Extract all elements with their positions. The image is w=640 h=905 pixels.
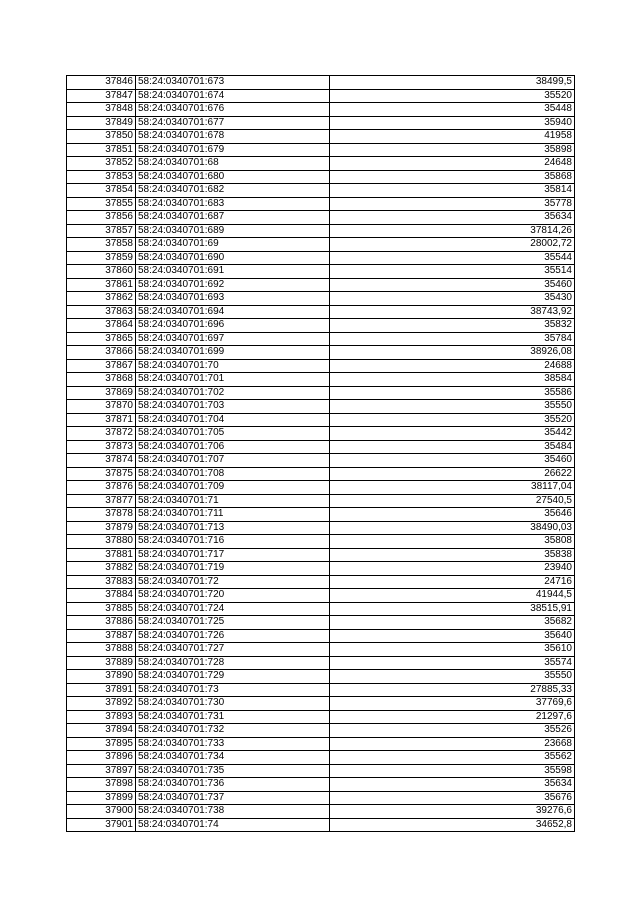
row-number-cell: 37887: [67, 629, 136, 643]
row-number-cell: 37864: [67, 319, 136, 333]
cadastral-number-cell: 58:24:0340701:690: [136, 251, 330, 265]
row-number-cell: 37880: [67, 535, 136, 549]
value-cell: 23668: [330, 737, 575, 751]
value-cell: 38584: [330, 373, 575, 387]
value-cell: 35586: [330, 386, 575, 400]
cadastral-number-cell: 58:24:0340701:727: [136, 643, 330, 657]
value-cell: 41944,5: [330, 589, 575, 603]
cadastral-number-cell: 58:24:0340701:707: [136, 454, 330, 468]
value-cell: 35898: [330, 143, 575, 157]
row-number-cell: 37890: [67, 670, 136, 684]
value-cell: 35442: [330, 427, 575, 441]
value-cell: 27540,5: [330, 494, 575, 508]
value-cell: 35610: [330, 643, 575, 657]
value-cell: 35682: [330, 616, 575, 630]
cadastral-number-cell: 58:24:0340701:736: [136, 778, 330, 792]
row-number-cell: 37867: [67, 359, 136, 373]
value-cell: 35646: [330, 508, 575, 522]
table-row: [67, 211, 575, 225]
table-row: [67, 791, 575, 805]
value-cell: 35634: [330, 778, 575, 792]
row-number-cell: 37857: [67, 224, 136, 238]
cadastral-number-cell: 58:24:0340701:673: [136, 76, 330, 90]
row-number-cell: 37855: [67, 197, 136, 211]
table-row: [67, 494, 575, 508]
table-row: [67, 224, 575, 238]
table-row: [67, 400, 575, 414]
cadastral-number-cell: 58:24:0340701:735: [136, 764, 330, 778]
table-row: [67, 251, 575, 265]
value-cell: 35514: [330, 265, 575, 279]
value-cell: 38926,08: [330, 346, 575, 360]
cadastral-number-cell: 58:24:0340701:689: [136, 224, 330, 238]
value-cell: 41958: [330, 130, 575, 144]
cadastral-number-cell: 58:24:0340701:679: [136, 143, 330, 157]
cadastral-number-cell: 58:24:0340701:70: [136, 359, 330, 373]
value-cell: 28002,72: [330, 238, 575, 252]
table-row: [67, 697, 575, 711]
cadastral-number-cell: 58:24:0340701:694: [136, 305, 330, 319]
cadastral-number-cell: 58:24:0340701:687: [136, 211, 330, 225]
value-cell: 38117,04: [330, 481, 575, 495]
value-cell: 35460: [330, 278, 575, 292]
cadastral-number-cell: 58:24:0340701:682: [136, 184, 330, 198]
value-cell: 35808: [330, 535, 575, 549]
value-cell: 34652,8: [330, 818, 575, 832]
cadastral-number-cell: 58:24:0340701:732: [136, 724, 330, 738]
cadastral-number-cell: 58:24:0340701:716: [136, 535, 330, 549]
cadastral-number-cell: 58:24:0340701:738: [136, 805, 330, 819]
value-cell: 38490,03: [330, 521, 575, 535]
row-number-cell: 37885: [67, 602, 136, 616]
cadastral-number-cell: 58:24:0340701:69: [136, 238, 330, 252]
value-cell: 24688: [330, 359, 575, 373]
row-number-cell: 37881: [67, 548, 136, 562]
cadastral-number-cell: 58:24:0340701:705: [136, 427, 330, 441]
table-row: [67, 116, 575, 130]
table-row: [67, 89, 575, 103]
cadastral-number-cell: 58:24:0340701:731: [136, 710, 330, 724]
row-number-cell: 37852: [67, 157, 136, 171]
cadastral-number-cell: 58:24:0340701:719: [136, 562, 330, 576]
row-number-cell: 37871: [67, 413, 136, 427]
row-number-cell: 37897: [67, 764, 136, 778]
row-number-cell: 37883: [67, 575, 136, 589]
row-number-cell: 37856: [67, 211, 136, 225]
row-number-cell: 37884: [67, 589, 136, 603]
row-number-cell: 37849: [67, 116, 136, 130]
cadastral-number-cell: 58:24:0340701:729: [136, 670, 330, 684]
value-cell: 24648: [330, 157, 575, 171]
cadastral-number-cell: 58:24:0340701:702: [136, 386, 330, 400]
value-cell: 24716: [330, 575, 575, 589]
table-row: [67, 76, 575, 90]
table-row: [67, 508, 575, 522]
row-number-cell: 37870: [67, 400, 136, 414]
row-number-cell: 37851: [67, 143, 136, 157]
row-number-cell: 37861: [67, 278, 136, 292]
row-number-cell: 37847: [67, 89, 136, 103]
cadastral-number-cell: 58:24:0340701:733: [136, 737, 330, 751]
table-row: [67, 278, 575, 292]
data-table: [66, 75, 575, 832]
table-row: [67, 656, 575, 670]
cadastral-number-cell: 58:24:0340701:696: [136, 319, 330, 333]
row-number-cell: 37858: [67, 238, 136, 252]
table-row: [67, 238, 575, 252]
cadastral-number-cell: 58:24:0340701:725: [136, 616, 330, 630]
table-row: [67, 143, 575, 157]
cadastral-number-cell: 58:24:0340701:697: [136, 332, 330, 346]
row-number-cell: 37882: [67, 562, 136, 576]
row-number-cell: 37875: [67, 467, 136, 481]
value-cell: 27885,33: [330, 683, 575, 697]
table-row: [67, 130, 575, 144]
value-cell: 35550: [330, 400, 575, 414]
table-row: [67, 305, 575, 319]
table-row: [67, 346, 575, 360]
table-row: [67, 359, 575, 373]
cadastral-number-cell: 58:24:0340701:728: [136, 656, 330, 670]
table-row: [67, 643, 575, 657]
table-row: [67, 724, 575, 738]
value-cell: 35634: [330, 211, 575, 225]
value-cell: 35814: [330, 184, 575, 198]
table-row: [67, 737, 575, 751]
cadastral-number-cell: 58:24:0340701:692: [136, 278, 330, 292]
value-cell: 37769,6: [330, 697, 575, 711]
cadastral-number-cell: 58:24:0340701:676: [136, 103, 330, 117]
value-cell: 35520: [330, 89, 575, 103]
cadastral-number-cell: 58:24:0340701:699: [136, 346, 330, 360]
value-cell: 21297,6: [330, 710, 575, 724]
value-cell: 23940: [330, 562, 575, 576]
row-number-cell: 37853: [67, 170, 136, 184]
value-cell: 35448: [330, 103, 575, 117]
value-cell: 35520: [330, 413, 575, 427]
value-cell: 35940: [330, 116, 575, 130]
cadastral-number-cell: 58:24:0340701:737: [136, 791, 330, 805]
table-row: [67, 535, 575, 549]
cadastral-number-cell: 58:24:0340701:674: [136, 89, 330, 103]
row-number-cell: 37886: [67, 616, 136, 630]
row-number-cell: 37860: [67, 265, 136, 279]
row-number-cell: 37900: [67, 805, 136, 819]
table-row: [67, 629, 575, 643]
row-number-cell: 37893: [67, 710, 136, 724]
cadastral-number-cell: 58:24:0340701:720: [136, 589, 330, 603]
row-number-cell: 37892: [67, 697, 136, 711]
value-cell: 35574: [330, 656, 575, 670]
cadastral-number-cell: 58:24:0340701:72: [136, 575, 330, 589]
table-row: [67, 710, 575, 724]
value-cell: 35784: [330, 332, 575, 346]
cadastral-number-cell: 58:24:0340701:706: [136, 440, 330, 454]
value-cell: 35526: [330, 724, 575, 738]
row-number-cell: 37899: [67, 791, 136, 805]
row-number-cell: 37878: [67, 508, 136, 522]
row-number-cell: 37866: [67, 346, 136, 360]
value-cell: 38743,92: [330, 305, 575, 319]
cadastral-number-cell: 58:24:0340701:724: [136, 602, 330, 616]
cadastral-number-cell: 58:24:0340701:683: [136, 197, 330, 211]
table-row: [67, 265, 575, 279]
data-table-body: [67, 76, 575, 832]
table-row: [67, 751, 575, 765]
cadastral-number-cell: 58:24:0340701:693: [136, 292, 330, 306]
cadastral-number-cell: 58:24:0340701:68: [136, 157, 330, 171]
row-number-cell: 37859: [67, 251, 136, 265]
table-row: [67, 440, 575, 454]
table-row: [67, 562, 575, 576]
cadastral-number-cell: 58:24:0340701:703: [136, 400, 330, 414]
table-row: [67, 197, 575, 211]
row-number-cell: 37891: [67, 683, 136, 697]
value-cell: 35640: [330, 629, 575, 643]
cadastral-number-cell: 58:24:0340701:717: [136, 548, 330, 562]
row-number-cell: 37888: [67, 643, 136, 657]
value-cell: 38499,5: [330, 76, 575, 90]
value-cell: 35868: [330, 170, 575, 184]
row-number-cell: 37873: [67, 440, 136, 454]
table-row: [67, 521, 575, 535]
row-number-cell: 37862: [67, 292, 136, 306]
row-number-cell: 37863: [67, 305, 136, 319]
value-cell: 35676: [330, 791, 575, 805]
cadastral-number-cell: 58:24:0340701:677: [136, 116, 330, 130]
cadastral-number-cell: 58:24:0340701:730: [136, 697, 330, 711]
cadastral-number-cell: 58:24:0340701:726: [136, 629, 330, 643]
table-row: [67, 292, 575, 306]
cadastral-number-cell: 58:24:0340701:709: [136, 481, 330, 495]
value-cell: 35562: [330, 751, 575, 765]
row-number-cell: 37874: [67, 454, 136, 468]
value-cell: 35598: [330, 764, 575, 778]
table-row: [67, 778, 575, 792]
cadastral-number-cell: 58:24:0340701:71: [136, 494, 330, 508]
row-number-cell: 37889: [67, 656, 136, 670]
table-row: [67, 157, 575, 171]
row-number-cell: 37896: [67, 751, 136, 765]
table-row: [67, 670, 575, 684]
row-number-cell: 37898: [67, 778, 136, 792]
row-number-cell: 37895: [67, 737, 136, 751]
value-cell: 26622: [330, 467, 575, 481]
cadastral-number-cell: 58:24:0340701:680: [136, 170, 330, 184]
cadastral-number-cell: 58:24:0340701:701: [136, 373, 330, 387]
cadastral-number-cell: 58:24:0340701:708: [136, 467, 330, 481]
table-row: [67, 818, 575, 832]
table-row: [67, 170, 575, 184]
table-row: [67, 616, 575, 630]
row-number-cell: 37876: [67, 481, 136, 495]
row-number-cell: 37868: [67, 373, 136, 387]
table-row: [67, 575, 575, 589]
row-number-cell: 37865: [67, 332, 136, 346]
value-cell: 35550: [330, 670, 575, 684]
value-cell: 35832: [330, 319, 575, 333]
table-row: [67, 103, 575, 117]
value-cell: 35484: [330, 440, 575, 454]
table-row: [67, 184, 575, 198]
row-number-cell: 37894: [67, 724, 136, 738]
row-number-cell: 37854: [67, 184, 136, 198]
cadastral-number-cell: 58:24:0340701:691: [136, 265, 330, 279]
table-row: [67, 764, 575, 778]
value-cell: 38515,91: [330, 602, 575, 616]
row-number-cell: 37850: [67, 130, 136, 144]
value-cell: 35544: [330, 251, 575, 265]
row-number-cell: 37846: [67, 76, 136, 90]
table-row: [67, 602, 575, 616]
table-row: [67, 427, 575, 441]
table-row: [67, 454, 575, 468]
row-number-cell: 37869: [67, 386, 136, 400]
table-row: [67, 332, 575, 346]
value-cell: 35838: [330, 548, 575, 562]
table-row: [67, 319, 575, 333]
table-row: [67, 683, 575, 697]
cadastral-number-cell: 58:24:0340701:734: [136, 751, 330, 765]
table-row: [67, 481, 575, 495]
cadastral-number-cell: 58:24:0340701:73: [136, 683, 330, 697]
value-cell: 35460: [330, 454, 575, 468]
table-row: [67, 589, 575, 603]
table-row: [67, 386, 575, 400]
cadastral-number-cell: 58:24:0340701:713: [136, 521, 330, 535]
cadastral-number-cell: 58:24:0340701:704: [136, 413, 330, 427]
row-number-cell: 37877: [67, 494, 136, 508]
table-row: [67, 373, 575, 387]
table-row: [67, 413, 575, 427]
row-number-cell: 37879: [67, 521, 136, 535]
value-cell: 37814,26: [330, 224, 575, 238]
table-row: [67, 805, 575, 819]
cadastral-number-cell: 58:24:0340701:678: [136, 130, 330, 144]
cadastral-number-cell: 58:24:0340701:74: [136, 818, 330, 832]
row-number-cell: 37848: [67, 103, 136, 117]
table-row: [67, 467, 575, 481]
value-cell: 39276,6: [330, 805, 575, 819]
cadastral-number-cell: 58:24:0340701:711: [136, 508, 330, 522]
row-number-cell: 37901: [67, 818, 136, 832]
value-cell: 35778: [330, 197, 575, 211]
value-cell: 35430: [330, 292, 575, 306]
table-row: [67, 548, 575, 562]
row-number-cell: 37872: [67, 427, 136, 441]
